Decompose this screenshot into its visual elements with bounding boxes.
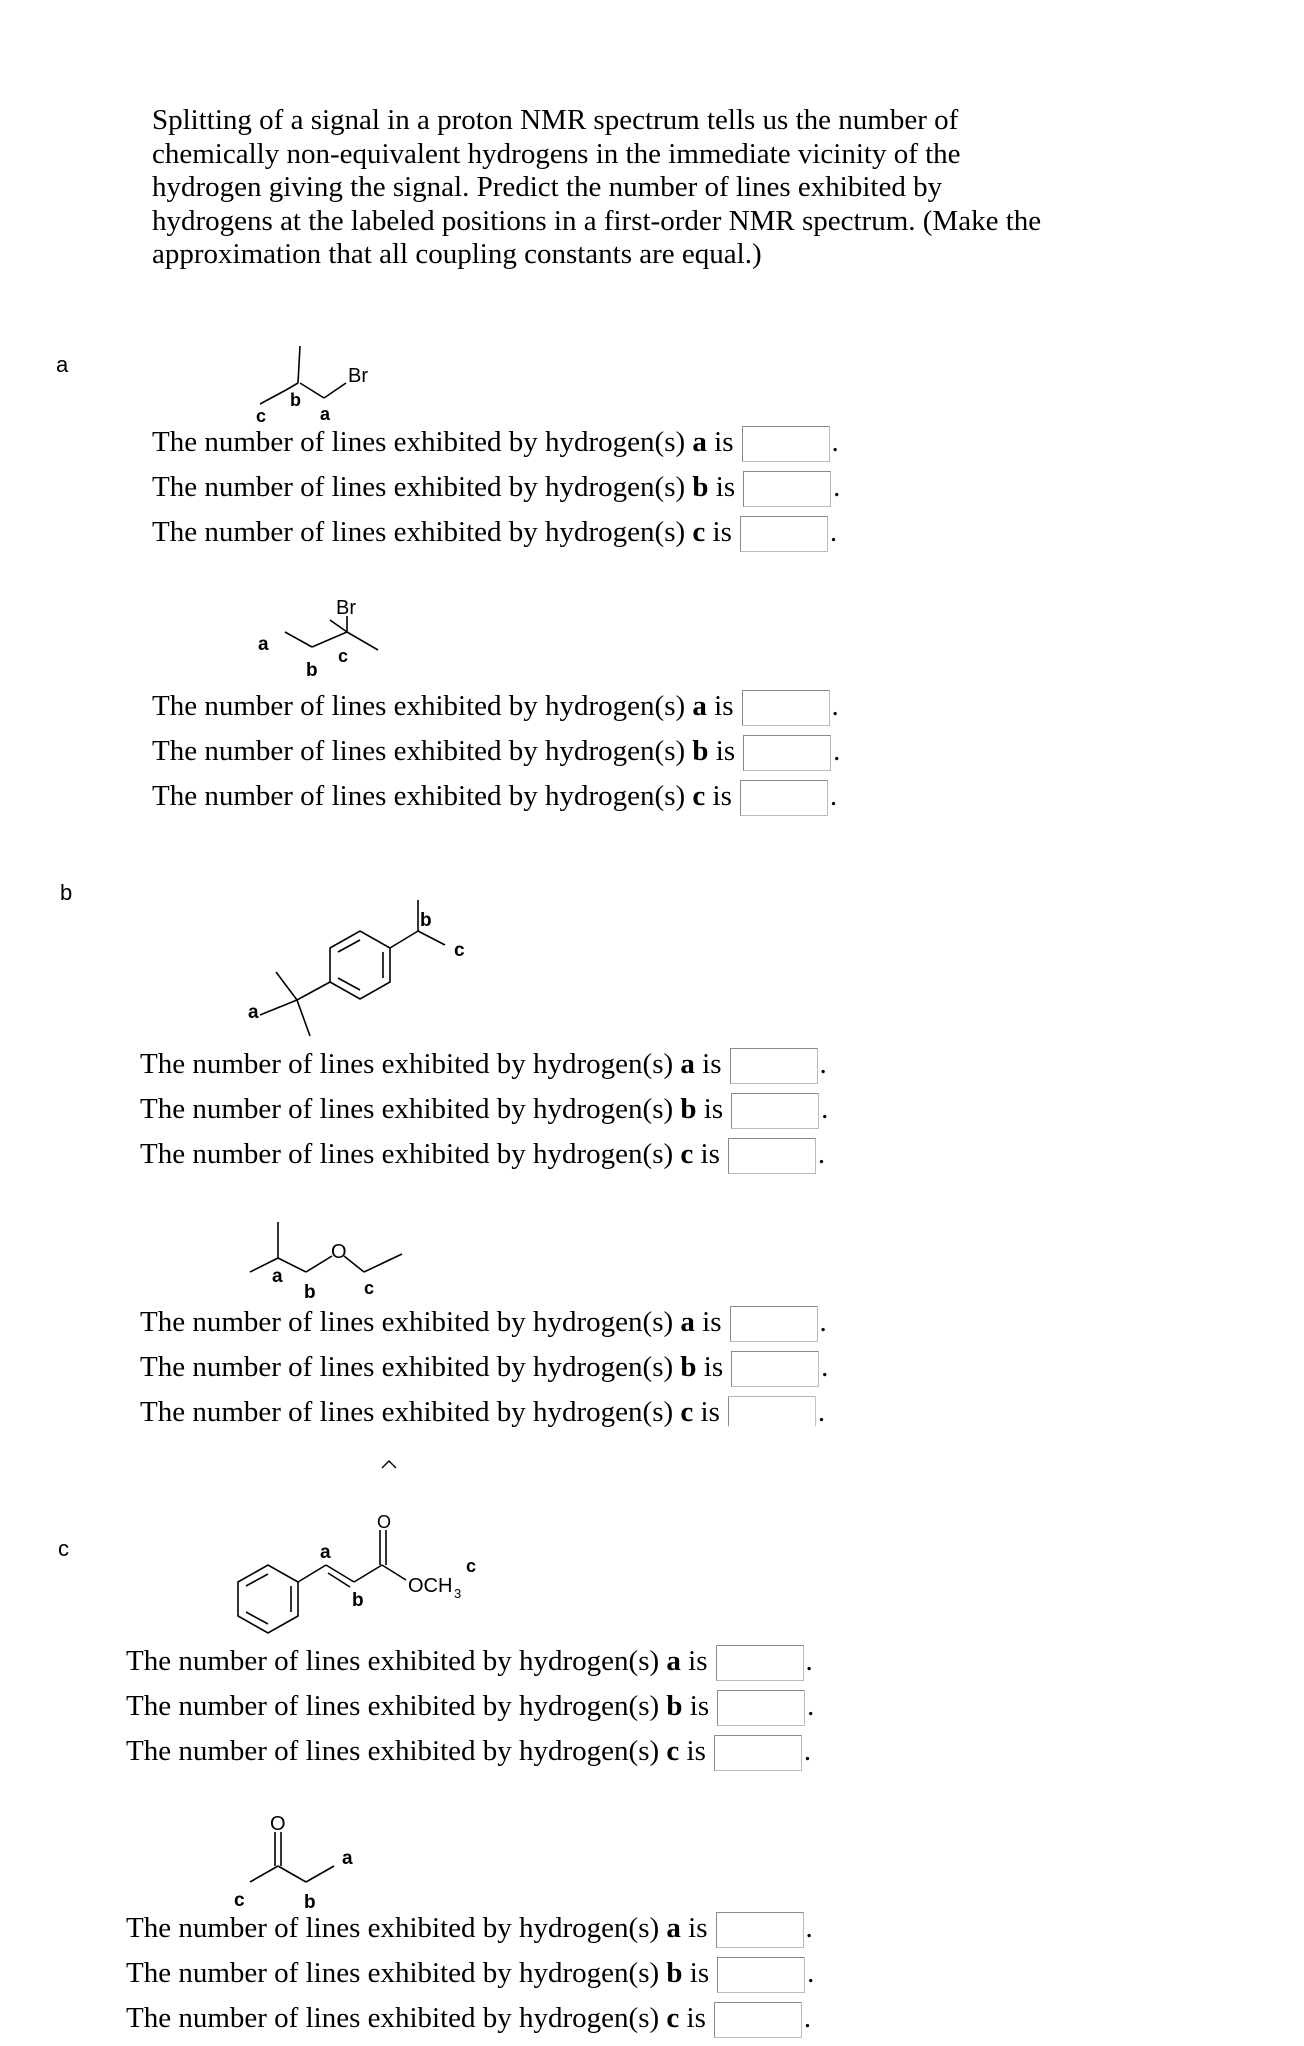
position-label: c bbox=[692, 516, 706, 548]
answer-input[interactable] bbox=[728, 1396, 816, 1432]
position-label: c bbox=[666, 1735, 680, 1767]
position-label: a bbox=[680, 1306, 695, 1338]
question-row bbox=[126, 1643, 813, 1681]
question-text: The number of lines exhibited by hydrogen(s) bbox=[152, 735, 686, 767]
label-b: b bbox=[304, 1282, 316, 1303]
question-suffix: is bbox=[715, 471, 736, 503]
answer-input[interactable] bbox=[714, 2002, 802, 2038]
position-label: a bbox=[666, 1912, 681, 1944]
question-row bbox=[140, 1136, 825, 1174]
label-c: c bbox=[466, 1556, 477, 1576]
position-label: a bbox=[692, 690, 707, 722]
label-b: b bbox=[352, 1590, 364, 1611]
question-row bbox=[126, 1910, 813, 1948]
answer-input[interactable] bbox=[714, 1735, 802, 1771]
molecule-4-structure bbox=[240, 1210, 440, 1303]
question-text: The number of lines exhibited by hydrogen(s) bbox=[126, 2002, 660, 2034]
position-label: b bbox=[692, 735, 709, 767]
label-b: b bbox=[420, 910, 432, 931]
period: . bbox=[803, 1735, 812, 1767]
question-row bbox=[152, 778, 837, 816]
molecule-2-structure bbox=[250, 590, 400, 690]
question-row bbox=[152, 469, 840, 507]
question-suffix: is bbox=[688, 1912, 708, 1944]
atom-br: Br bbox=[348, 365, 368, 387]
atom-och3: OCH bbox=[408, 1575, 453, 1597]
period: . bbox=[833, 735, 841, 767]
label-a: a bbox=[320, 404, 331, 424]
answer-input[interactable] bbox=[740, 516, 828, 552]
position-label: b bbox=[680, 1351, 697, 1383]
answer-input[interactable] bbox=[742, 426, 830, 462]
answer-input[interactable] bbox=[717, 1957, 805, 1993]
question-row bbox=[126, 1688, 814, 1726]
label-a: a bbox=[342, 1848, 353, 1869]
caret-mark bbox=[380, 1458, 400, 1472]
atom-o: O bbox=[377, 1512, 392, 1532]
question-suffix: is bbox=[714, 426, 734, 458]
label-c: c bbox=[338, 646, 349, 666]
position-label: b bbox=[666, 1690, 683, 1722]
question-text: The number of lines exhibited by hydrogen(s) bbox=[152, 690, 686, 722]
period: . bbox=[817, 1138, 826, 1170]
atom-sub3: 3 bbox=[454, 1586, 462, 1601]
question-text: The number of lines exhibited by hydrogen(s) bbox=[140, 1396, 674, 1428]
label-b: b bbox=[290, 390, 301, 410]
question-text: The number of lines exhibited by hydrogen(s) bbox=[152, 780, 686, 812]
question-suffix: is bbox=[703, 1351, 724, 1383]
period: . bbox=[805, 1645, 813, 1677]
answer-input[interactable] bbox=[743, 735, 831, 771]
answer-input[interactable] bbox=[728, 1138, 816, 1174]
answer-input[interactable] bbox=[716, 1912, 804, 1948]
period: . bbox=[807, 1957, 815, 1989]
question-suffix: is bbox=[688, 1645, 708, 1677]
period: . bbox=[819, 1306, 827, 1338]
period: . bbox=[807, 1690, 815, 1722]
question-suffix: is bbox=[712, 516, 732, 548]
position-label: a bbox=[680, 1048, 695, 1080]
molecule-1-structure bbox=[240, 336, 400, 426]
position-label: b bbox=[692, 471, 709, 503]
question-row bbox=[152, 733, 840, 771]
answer-input[interactable] bbox=[716, 1645, 804, 1681]
molecule-6-structure bbox=[220, 1808, 400, 1913]
period: . bbox=[817, 1396, 826, 1428]
period: . bbox=[831, 690, 839, 722]
label-a: a bbox=[320, 1542, 331, 1563]
position-label: a bbox=[666, 1645, 681, 1677]
question-suffix: is bbox=[686, 1735, 706, 1767]
label-a: a bbox=[248, 1002, 259, 1023]
answer-input[interactable] bbox=[731, 1351, 819, 1387]
question-row bbox=[152, 514, 837, 552]
question-suffix: is bbox=[703, 1093, 724, 1125]
position-label: b bbox=[666, 1957, 683, 1989]
question-text: The number of lines exhibited by hydrogen(s) bbox=[140, 1093, 674, 1125]
question-row bbox=[126, 2000, 811, 2038]
section-label-a: a bbox=[56, 352, 69, 377]
question-text: The number of lines exhibited by hydrogen(s) bbox=[140, 1351, 674, 1383]
instructions: Splitting of a signal in a proton NMR spectrum tells us the number of chemically non-equivalent hydrogens in the immediate vicinity of the hydrogen giving the signal. Predict the number of lines exhibited by hydrogens at the labeled positions in a first-order NMR spectrum. (Make the approximation that all coupling constants are equal.) bbox=[152, 104, 1042, 270]
atom-o: O bbox=[270, 1813, 286, 1835]
question-row bbox=[152, 688, 839, 726]
answer-input[interactable] bbox=[730, 1306, 818, 1342]
answer-input[interactable] bbox=[743, 471, 831, 507]
question-text: The number of lines exhibited by hydrogen(s) bbox=[126, 1912, 660, 1944]
question-text: The number of lines exhibited by hydrogen(s) bbox=[152, 426, 686, 458]
period: . bbox=[821, 1093, 829, 1125]
question-row bbox=[140, 1304, 827, 1342]
question-text: The number of lines exhibited by hydrogen(s) bbox=[126, 1690, 660, 1722]
question-text: The number of lines exhibited by hydrogen(s) bbox=[126, 1735, 660, 1767]
answer-input[interactable] bbox=[740, 780, 828, 816]
label-b: b bbox=[304, 1892, 316, 1913]
question-text: The number of lines exhibited by hydrogen(s) bbox=[140, 1138, 674, 1170]
molecule-3-structure bbox=[230, 890, 490, 1050]
answer-input[interactable] bbox=[731, 1093, 819, 1129]
answer-input[interactable] bbox=[742, 690, 830, 726]
question-row bbox=[140, 1046, 827, 1084]
position-label: c bbox=[680, 1138, 694, 1170]
answer-input[interactable] bbox=[717, 1690, 805, 1726]
molecule-5-structure bbox=[230, 1512, 510, 1640]
atom-o: O bbox=[331, 1241, 347, 1263]
position-label: b bbox=[680, 1093, 697, 1125]
section-label-c: c bbox=[58, 1536, 69, 1561]
question-suffix: is bbox=[700, 1396, 720, 1428]
position-label: a bbox=[692, 426, 707, 458]
label-c: c bbox=[454, 940, 465, 961]
question-suffix: is bbox=[714, 690, 734, 722]
period: . bbox=[805, 1912, 813, 1944]
label-c: c bbox=[364, 1278, 375, 1298]
position-label: c bbox=[680, 1396, 694, 1428]
position-label: c bbox=[666, 2002, 680, 2034]
question-suffix: is bbox=[702, 1306, 722, 1338]
period: . bbox=[829, 780, 838, 812]
label-b: b bbox=[306, 660, 318, 681]
question-suffix: is bbox=[715, 735, 736, 767]
label-a: a bbox=[258, 634, 269, 655]
position-label: c bbox=[692, 780, 706, 812]
question-suffix: is bbox=[689, 1690, 710, 1722]
period: . bbox=[831, 426, 839, 458]
question-text: The number of lines exhibited by hydrogen(s) bbox=[126, 1957, 660, 1989]
question-suffix: is bbox=[712, 780, 732, 812]
label-a: a bbox=[272, 1266, 283, 1287]
label-c: c bbox=[256, 406, 267, 426]
question-text: The number of lines exhibited by hydrogen(s) bbox=[152, 471, 686, 503]
question-text: The number of lines exhibited by hydrogen(s) bbox=[152, 516, 686, 548]
question-text: The number of lines exhibited by hydrogen(s) bbox=[140, 1306, 674, 1338]
question-row bbox=[152, 424, 839, 462]
answer-input[interactable] bbox=[730, 1048, 818, 1084]
question-suffix: is bbox=[689, 1957, 710, 1989]
question-row bbox=[140, 1394, 825, 1432]
question-row bbox=[140, 1349, 828, 1387]
question-suffix: is bbox=[686, 2002, 706, 2034]
atom-br: Br bbox=[336, 597, 356, 619]
question-row bbox=[126, 1955, 814, 1993]
question-suffix: is bbox=[702, 1048, 722, 1080]
question-text: The number of lines exhibited by hydrogen(s) bbox=[140, 1048, 674, 1080]
period: . bbox=[833, 471, 841, 503]
question-text: The number of lines exhibited by hydrogen(s) bbox=[126, 1645, 660, 1677]
section-label-b: b bbox=[60, 880, 73, 905]
question-row bbox=[126, 1733, 811, 1771]
period: . bbox=[803, 2002, 812, 2034]
label-c: c bbox=[234, 1890, 245, 1911]
period: . bbox=[821, 1351, 829, 1383]
question-suffix: is bbox=[700, 1138, 720, 1170]
question-row bbox=[140, 1091, 828, 1129]
period: . bbox=[829, 516, 838, 548]
period: . bbox=[819, 1048, 827, 1080]
